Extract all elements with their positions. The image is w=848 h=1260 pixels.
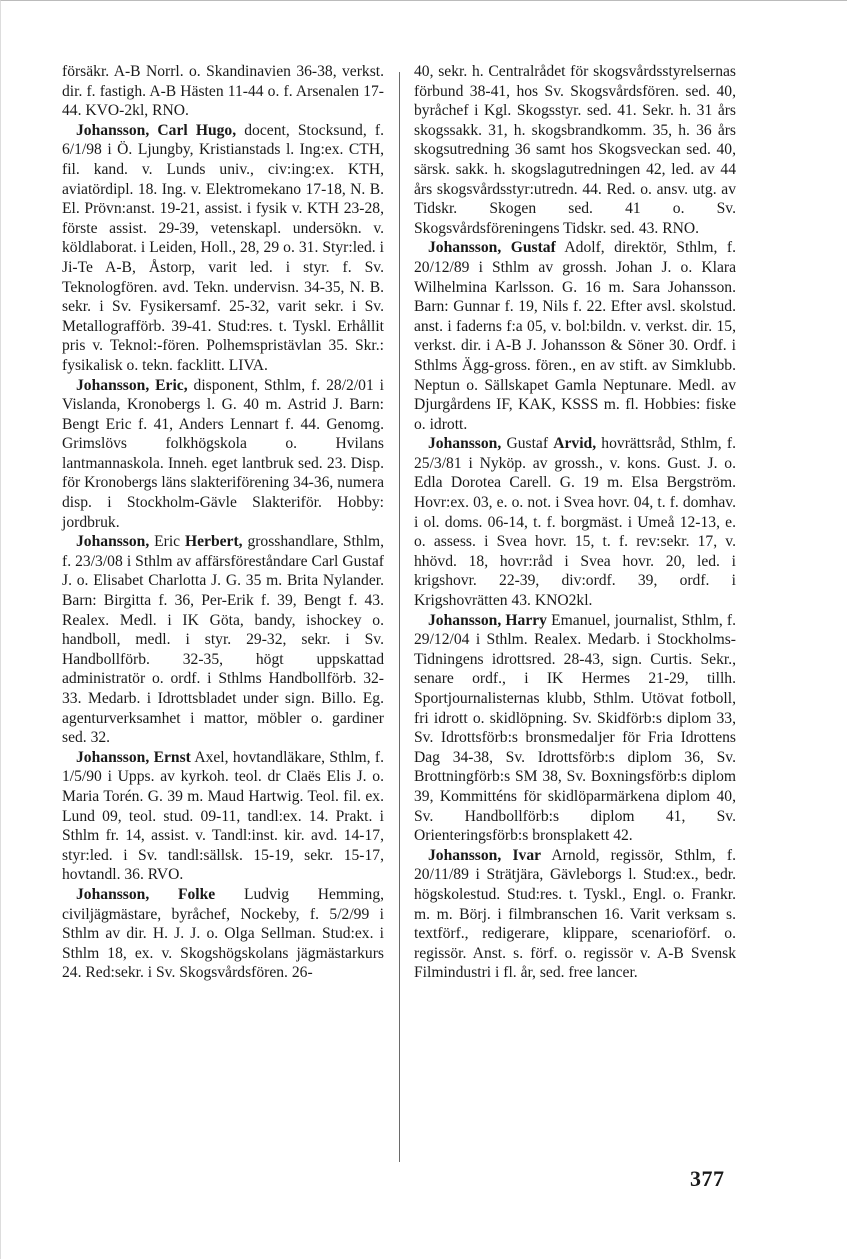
entry-johansson-eric-herbert bbox=[62, 532, 384, 748]
entry-name-2: Arvid, bbox=[553, 435, 597, 453]
entry-name: Johansson, Harry bbox=[428, 611, 547, 629]
entry-text-2: grosshandlare, Sthlm, f. 23/3/08 i Sthlm av affärsföreståndare Carl Gustaf J. o. Elisabet Charlotta J. G. 35 m. Brita Nylander. Barn: Birgitta f. 36, Per-Erik f. 39, Bengt f. 43. Realex. Medl. i IK Göta, bandy, ishockey o. handboll, medl. i styr. 29-32, sekr. i Sv. Handbollförb. 32-35, högt uppskattad administratör o. ordf. i Sthlms Handbollförb. 32-33. Medarb. i Idrottsbladet under sign. Billo. Eg. agenturverksamhet i mattor, möbler o. gardiner sed. 32. bbox=[62, 533, 384, 747]
entry-name: Johansson, Folke bbox=[76, 885, 216, 903]
entry-johansson-gustaf bbox=[414, 238, 736, 434]
entry-johansson-carl-hugo bbox=[62, 121, 384, 376]
entry-text: Emanuel, journalist, Sthlm, f. 29/12/04 i Sthlm. Realex. Medarb. i Stockholms-Tidningens idrottsred. 28-43, sign. Curtis. Sekr., senare ordf., i IK Hermes 21-29, tillh. Sportjournalisternas klubb, Sthlm. Utövat fotboll, fri idrott o. skidlöpning. Sv. Skidförb:s diplom 33, Sv. Idrottsförb:s bronsmedaljer för Fria Idrottens Dag 34-38, Sv. Idrottsförb:s diplom 36, Sv. Brottningförb:s SM 38, Sv. Boxningsförb:s diplom 39, Kommitténs för skidlöparmärkena diplom 40, Sv. Handbollförb:s diplom 41, Sv. Orienteringsförb:s bronsplakett 42. bbox=[414, 611, 736, 845]
entry-johansson-eric bbox=[62, 376, 384, 533]
entry-0 bbox=[414, 62, 736, 238]
entry-text: 40, sekr. h. Centralrådet för skogsvårdsstyrelsernas förbund 38-41, hos Sv. Skogsvårdsfören. sed. 40, byråchef i Kgl. Skogsstyr. sed. 41. Sekr. h. 31 års skogssakk. 31, h. skogsbrandkomm. 35, h. 36 års skogsutredning 36 samt hos Skogsveckan sed. 40, särsk. sakk. h. skogslagutredningen 42, led. av 44 års skogsvårdsstyr:utredn. 44. Red. o. ansv. utg. av Tidskr. Skogen sed. 41 o. Sv. Skogsvårdsföreningens Tidskr. sed. 43. RNO. bbox=[414, 63, 736, 237]
entry-text: försäkr. A-B Norrl. o. Skandinavien 36-38, verkst. dir. f. fastigh. A-B Hästen 11-44 o. f. Arsenalen 17-44. KVO-2kl, RNO. bbox=[62, 63, 384, 120]
entry-name: Johansson, bbox=[428, 435, 502, 453]
entry-text: Eric bbox=[149, 533, 185, 551]
entry-0 bbox=[62, 62, 384, 121]
entry-text: Adolf, direktör, Sthlm, f. 20/12/89 i Sthlm av grossh. Johan J. o. Klara Wilhelmina Karlsson. G. 16 m. Sara Johansson. Barn: Gunnar f. 19, Nils f. 22. Efter avsl. skolstud. anst. i faderns f:a 05, v. bol:bildn. v. verkst. dir. 15, verkst. dir. i A-B J. Johansson & Söner 30. Ordf. i Sthlms Ägg-gross. fören., en av stift. av Simklubb. Neptun o. Sällskapet Gamla Neptunare. Medl. av Djurgårdens IF, KAK, KSSS m. fl. Hobbies: fiske o. idrott. bbox=[414, 239, 736, 433]
entry-name: Johansson, Eric, bbox=[76, 376, 188, 394]
entry-text: Axel, hovtandläkare, Sthlm, f. 1/5/90 i Upps. av kyrkoh. teol. dr Claës Elis J. o. Maria Torén. G. 39 m. Maud Hartwig. Teol. fil. ex. Lund 09, teol. stud. 09-11, tandl:ex. 14. Prakt. i Sthlm fr. 14, assist. v. Tandl:inst. kir. avd. 14-17, styr:led. i Sv. tandl:sällsk. 15-19, sekr. 15-17, hovtandl. 36. RVO. bbox=[62, 748, 385, 884]
entry-name-2: Herbert, bbox=[184, 533, 243, 551]
entry-johansson-gustaf-arvid bbox=[414, 434, 736, 610]
entry-name: Johansson, Gustaf bbox=[428, 239, 556, 257]
entry-name: Johansson, Ivar bbox=[428, 846, 542, 864]
column-divider bbox=[399, 72, 400, 1162]
page-number: 377 bbox=[690, 1166, 725, 1191]
entry-name: Johansson, bbox=[76, 533, 150, 551]
entry-text: Gustaf bbox=[501, 435, 554, 453]
entry-name: Johansson, Ernst bbox=[76, 748, 191, 766]
entry-name: Johansson, Carl Hugo, bbox=[76, 121, 237, 139]
entry-text: disponent, Sthlm, f. 28/2/01 i Vislanda, Kronobergs l. G. 40 m. Astrid J. Barn: Bengt Eric f. 41, Anders Lennart f. 44. Genomg. Grimslövs folkhögskola o. Hvilans lantmannaskola. Inneh. eget lantbruk sed. 23. Disp. för Kronobergs läns slakteriförening 34-36, numera disp. i Stockholm-Gävle Slakteriför. Hobby: jordbruk. bbox=[62, 376, 384, 531]
entry-text-2: hovrättsråd, Sthlm, f. 25/3/81 i Nyköp. av grossh., v. kons. Gust. J. o. Edla Dorotea Carell. G. 19 m. Elsa Bergström. Hovr:ex. 03, e. o. not. i Svea hovr. 04, t. f. domhav. i ol. doms. 06-14, t. f. borgmäst. i Umeå 12-13, e. o. assess. i Svea hovr. 15, t. f. rev:sekr. 17, v. hhövd. 18, hovr:råd i Svea hovr. 20, led. i krigshovr. 22-39, div:ordf. 39, ordf. i Krigshovrätten 43. KNO2kl. bbox=[414, 435, 736, 610]
entry-johansson-harry bbox=[414, 611, 736, 846]
entry-johansson-folke bbox=[62, 885, 384, 983]
left-column bbox=[62, 62, 384, 983]
entry-text: docent, Stocksund, f. 6/1/98 i Ö. Ljungby, Kristianstads l. Ing:ex. CTH, fil. kand. v. Lunds univ., civ:ing:ex. KTH, aviatördipl. 18. Ing. v. Elektromekano 17-18, N. B. El. Prövn:anst. 19-21, assist. i fysik v. KTH 23-28, förste assist. 29-39, vetenskapl. undersökn. v. köldlaborat. i Leiden, Holl., 28, 29 o. 31. Styr:led. i Ji-Te A-B, Åstorp, varit led. i styr. f. Sv. Teknologfören. avd. Tekn. undervisn. 34-35, N. B. sekr. i Sv. Fysikersamf. 25-32, varit sekr. i Sv. Metallografförb. 39-41. Stud:res. t. Tyskl. Erhållit pris v. Teknol:-fören. Polhemspristävlan 35. Skr.: fysikalisk o. tekn. facklitt. LIVA. bbox=[62, 121, 384, 374]
right-column bbox=[414, 62, 736, 983]
entry-johansson-ernst bbox=[62, 748, 384, 885]
entry-johansson-ivar bbox=[414, 846, 736, 983]
entry-text: Arnold, regissör, Sthlm, f. 20/11/89 i Strätjära, Gävleborgs l. Stud:ex., bedr. högskolestud. Stud:res. t. Tyskl., Engl. o. Frankr. m. m. Börj. i filmbranschen 16. Varit verksam s. textförf., redigerare, klippare, scenarioförf. o. regissör. Anst. s. förf. o. regissör v. A-B Svensk Filmindustri i fl. år, sed. free lancer. bbox=[414, 846, 736, 982]
entry-text: Ludvig Hemming, civiljägmästare, byråchef, Nockeby, f. 5/2/99 i Sthlm av dir. H. J. J. o. Olga Sellman. Stud:ex. i Sthlm 18, ex. v. Skogshögskolans jägmästarkurs 24. Red:sekr. i Sv. Skogsvårdsfören. 26- bbox=[62, 885, 385, 982]
